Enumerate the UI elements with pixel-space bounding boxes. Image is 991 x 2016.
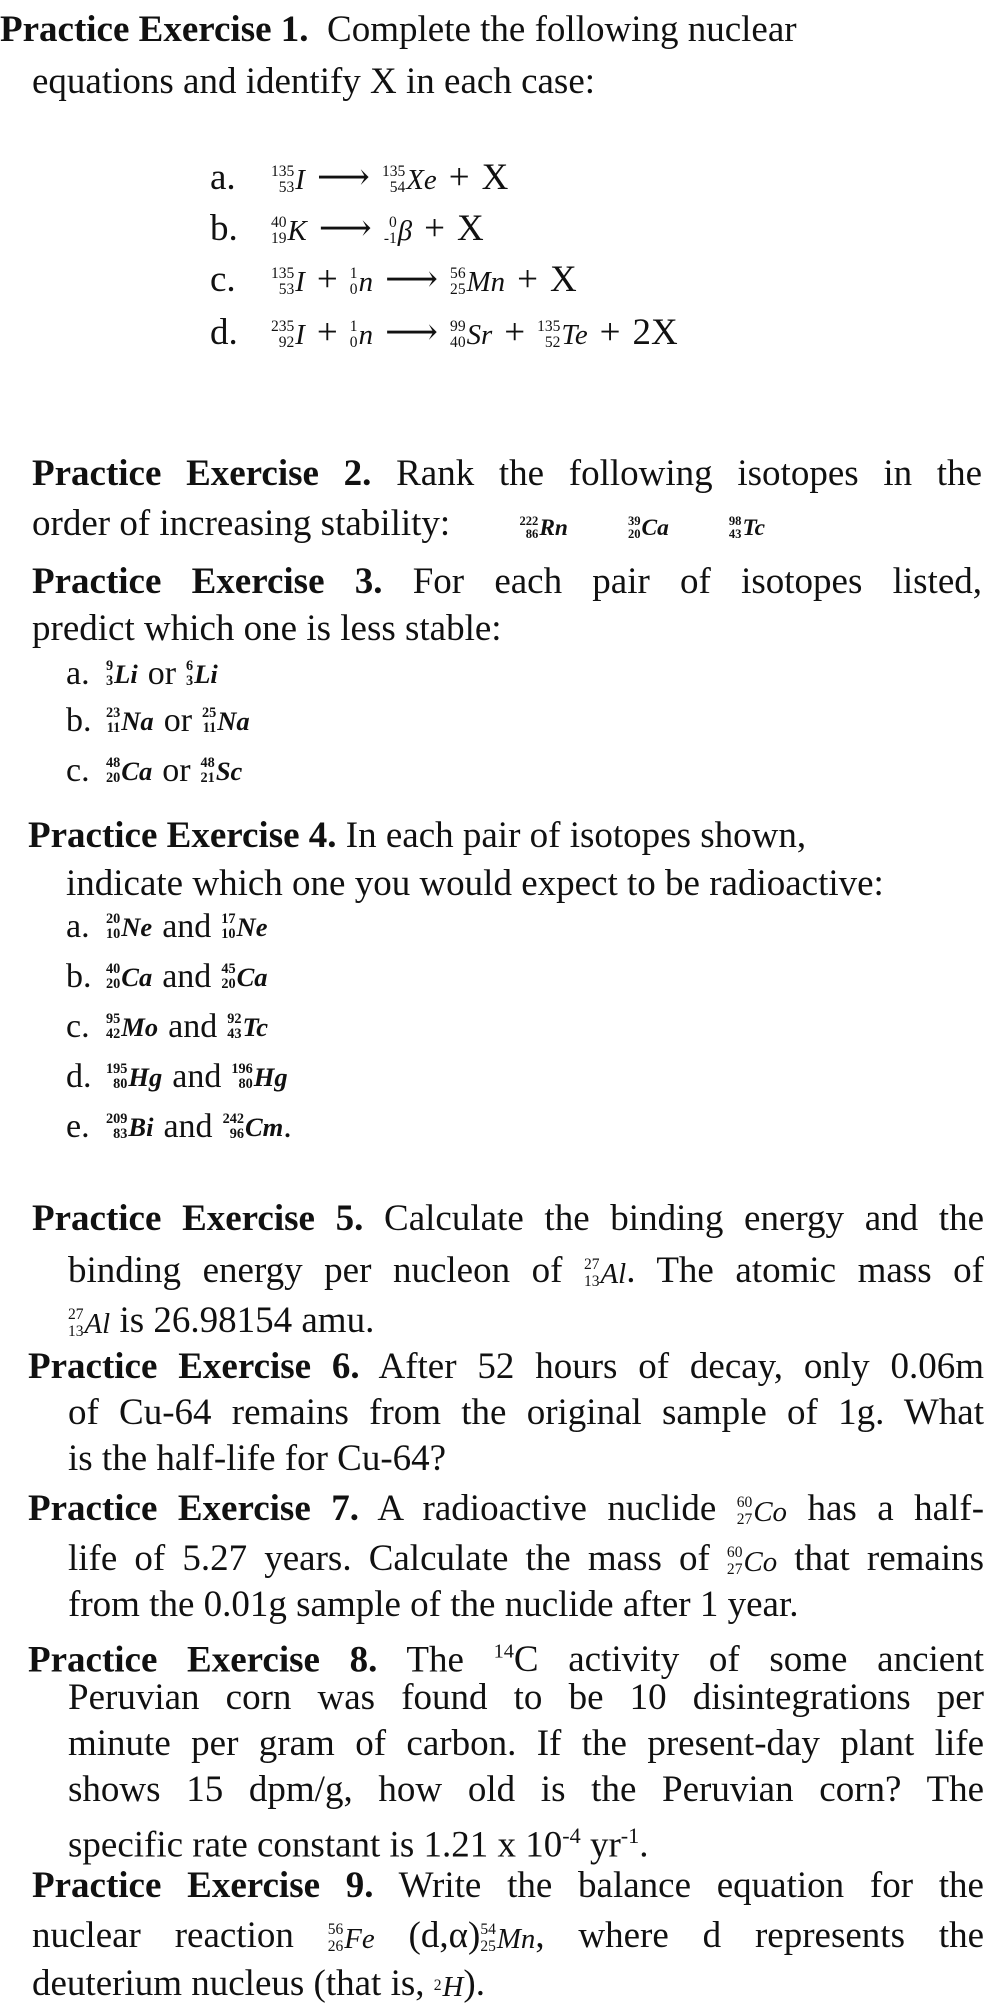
unknown-x: X bbox=[549, 258, 577, 300]
exercise-2-title: Practice Exercise 2. bbox=[32, 453, 372, 494]
exercise-5-line-3 bbox=[68, 1297, 374, 1348]
exercise-9-line-1 bbox=[32, 1862, 984, 1910]
plus-sign: + bbox=[424, 207, 446, 249]
exercise-5-text-3: is 26.98154 amu. bbox=[119, 1300, 375, 1341]
exercise-8-text-4: shows 15 dpm/g, how old is the Peruvian corn? The bbox=[68, 1769, 984, 1810]
exercise-9-text-1: Write the balance equation for the bbox=[398, 1865, 984, 1906]
isotope-pair-row bbox=[66, 1108, 292, 1146]
isotope: 196 80 Hg bbox=[231, 1061, 288, 1092]
exercise-4-line-1 bbox=[28, 812, 978, 860]
pair-conjunction: or bbox=[147, 655, 177, 692]
isotope: 235 92 I bbox=[271, 317, 305, 352]
isotope: 6 3 Li bbox=[186, 658, 218, 689]
pair-label: c. bbox=[66, 752, 90, 789]
reaction-notation: (d,α) bbox=[408, 1915, 481, 1956]
exercise-7-title: Practice Exercise 7. bbox=[28, 1488, 359, 1529]
exercise-1-title: Practice Exercise 1. bbox=[0, 9, 309, 50]
isotope: 209 83 Bi bbox=[106, 1111, 154, 1142]
exercise-2-line-1 bbox=[32, 450, 982, 498]
exercise-5-text-2a: binding energy per nucleon of bbox=[68, 1250, 563, 1291]
isotope-pair-row bbox=[66, 702, 250, 740]
exercise-5-line-1 bbox=[32, 1195, 984, 1243]
pair-label: d. bbox=[66, 1058, 92, 1095]
pair-label: e. bbox=[66, 1108, 90, 1145]
plus-sign: + bbox=[504, 311, 526, 353]
exercise-1-heading bbox=[0, 6, 985, 54]
exercise-3-line-1 bbox=[32, 558, 982, 606]
exercise-9-line-2: nuclear reaction 56 26 Fe (d,α) 54 25 Mn , where d represents the bbox=[32, 1912, 984, 1963]
isotope-pair-row bbox=[66, 655, 218, 693]
unknown-x: X bbox=[481, 156, 509, 198]
pair-label: a. bbox=[66, 655, 90, 692]
isotope: 48 20 Ca bbox=[106, 755, 153, 786]
isotope: 135 53 I bbox=[271, 162, 305, 197]
final-period: . bbox=[283, 1108, 292, 1145]
pair-conjunction: and bbox=[162, 958, 212, 995]
plus-sign: + bbox=[316, 258, 338, 300]
isotope: 1 0 n bbox=[349, 264, 373, 299]
pair-conjunction: and bbox=[168, 1008, 218, 1045]
plus-sign: + bbox=[599, 311, 621, 353]
arrow: ⟶ bbox=[316, 157, 370, 198]
exercise-2-isotope-list bbox=[459, 503, 765, 544]
exercise-4-text-1: In each pair of isotopes shown, bbox=[345, 815, 807, 856]
exercise-8-text-2: Peruvian corn was found to be 10 disintegrations per bbox=[68, 1677, 984, 1718]
isotope: 40 20 Ca bbox=[106, 961, 153, 992]
isotope-pair-row bbox=[66, 908, 267, 946]
exercise-1-text-1: Complete the following nuclear bbox=[327, 9, 797, 50]
isotope: 39 20 Ca bbox=[627, 513, 669, 542]
exercise-7-line-1 bbox=[28, 1485, 984, 1536]
isotope-al-27-repeat: 27 13 Al bbox=[68, 1306, 111, 1340]
exercise-7-text-2a: life of 5.27 years. Calculate the mass of bbox=[68, 1538, 710, 1579]
arrow: ⟶ bbox=[385, 312, 439, 353]
exercise-6-text-3: is the half-life for Cu-64? bbox=[68, 1438, 447, 1479]
isotope: 9 3 Li bbox=[106, 658, 138, 689]
isotope: 98 43 Tc bbox=[728, 513, 765, 542]
exercise-8-title: Practice Exercise 8. bbox=[28, 1639, 378, 1681]
exercise-7-line-2 bbox=[68, 1535, 984, 1586]
exercise-2-text-1: Rank the following isotopes in the bbox=[396, 453, 983, 494]
isotope-pair-row bbox=[66, 1008, 268, 1046]
exercise-1-text-2: equations and identify X in each case: bbox=[32, 61, 596, 102]
isotope-pair-row bbox=[66, 1058, 288, 1096]
isotope: 25 11 Na bbox=[202, 705, 250, 736]
pair-label: c. bbox=[66, 1008, 90, 1045]
arrow: ⟶ bbox=[385, 259, 439, 300]
isotope-fe-56: 56 26 Fe bbox=[327, 1921, 375, 1955]
isotope: 23 11 Na bbox=[106, 705, 154, 736]
exercise-5-title: Practice Exercise 5. bbox=[32, 1198, 364, 1239]
isotope-mn-54: 54 25 Mn bbox=[480, 1921, 536, 1955]
equation-row bbox=[210, 206, 490, 250]
isotope-al-27: 27 13 Al bbox=[584, 1256, 627, 1290]
isotope: 0 -1 β bbox=[383, 213, 413, 248]
plus-sign: + bbox=[517, 258, 538, 300]
isotope-co-60-repeat: 60 27 Co bbox=[726, 1544, 778, 1578]
pair-conjunction: or bbox=[163, 702, 193, 739]
exercise-8-line-5: specific rate constant is 1.21 x $10^{-4}$ $yr^{-1}$. bbox=[68, 1823, 649, 1866]
exercise-4-text-2: indicate which one you would expect to be radioactive: bbox=[66, 863, 884, 904]
isotope: 92 43 Tc bbox=[227, 1011, 269, 1042]
isotope: 48 21 Sc bbox=[200, 755, 243, 786]
isotope: 135 54 Xe bbox=[381, 162, 437, 197]
isotope: 242 96 Cm bbox=[222, 1111, 284, 1142]
isotope-co-60: 60 27 Co bbox=[736, 1494, 787, 1528]
exercise-3-text-2: predict which one is less stable: bbox=[32, 608, 502, 649]
isotope-pair-row bbox=[66, 958, 268, 996]
exercise-6-text-2: of Cu-64 remains from the original sample of 1g. What bbox=[68, 1392, 984, 1433]
isotope: 195 80 Hg bbox=[106, 1061, 163, 1092]
exercise-2-line-2 bbox=[32, 500, 982, 552]
isotope: 56 25 Mn bbox=[450, 264, 506, 299]
arrow: ⟶ bbox=[318, 208, 372, 249]
equation-label: c. bbox=[210, 258, 236, 300]
exercise-9-line-3: deuterium nucleus (that is, 2 H ). bbox=[32, 1960, 485, 2011]
exercise-7-text-1a: A radioactive nuclide bbox=[377, 1488, 717, 1529]
exercise-6-title: Practice Exercise 6. bbox=[28, 1346, 360, 1387]
carbon-14-label: $^{14}$C activity of some ancient bbox=[493, 1639, 984, 1681]
exercise-5-text-1: Calculate the binding energy and the bbox=[384, 1198, 984, 1239]
isotope: 135 53 I bbox=[271, 264, 305, 299]
exercise-7-text-2b: that remains bbox=[794, 1538, 984, 1579]
isotope: 17 10 Ne bbox=[221, 911, 268, 942]
plus-sign: + bbox=[448, 156, 470, 198]
pair-conjunction: and bbox=[162, 908, 212, 945]
isotope: 45 20 Ca bbox=[221, 961, 268, 992]
exercise-3-title: Practice Exercise 3. bbox=[32, 561, 383, 602]
exercise-4-title: Practice Exercise 4. bbox=[28, 815, 337, 856]
pair-conjunction: and bbox=[172, 1058, 222, 1095]
isotope: 1 0 n bbox=[349, 317, 373, 352]
isotope: 95 42 Mo bbox=[106, 1011, 159, 1042]
exercise-6-text-1: After 52 hours of decay, only 0.06m bbox=[378, 1346, 984, 1387]
exercise-7-text-3: from the 0.01g sample of the nuclide after 1 year. bbox=[68, 1584, 799, 1625]
equation-row bbox=[210, 257, 583, 301]
equation-label: b. bbox=[210, 207, 238, 249]
exercise-7-text-1b: has a half- bbox=[807, 1488, 985, 1529]
plus-sign: + bbox=[316, 311, 338, 353]
exercise-8-text-1a: The bbox=[406, 1639, 464, 1681]
equation-row bbox=[210, 155, 514, 199]
isotope: 99 40 Sr bbox=[450, 317, 493, 352]
exercise-2-text-2: order of increasing stability: bbox=[32, 503, 451, 544]
unknown-x: X bbox=[457, 207, 484, 249]
equation-row bbox=[210, 310, 684, 354]
isotope: 222 86 Rn bbox=[519, 513, 568, 542]
equation-label: a. bbox=[210, 156, 236, 198]
exercise-9-title: Practice Exercise 9. bbox=[32, 1865, 374, 1906]
exercise-5-line-2 bbox=[68, 1247, 984, 1298]
equation-label: d. bbox=[210, 311, 238, 353]
isotope: 135 52 Te bbox=[537, 317, 588, 352]
exercise-3-text-1: For each pair of isotopes listed, bbox=[412, 561, 983, 602]
pair-label: a. bbox=[66, 908, 90, 945]
exercise-5-text-2b: . The atomic mass of bbox=[626, 1250, 985, 1291]
isotope-h-2: 2 H bbox=[433, 1970, 464, 2003]
exercise-6-line-1 bbox=[28, 1343, 984, 1391]
isotope: 20 10 Ne bbox=[106, 911, 153, 942]
isotope-pair-row bbox=[66, 752, 242, 790]
exercise-8-text-3: minute per gram of carbon. If the present-day plant life bbox=[68, 1723, 984, 1764]
pair-conjunction: or bbox=[162, 752, 191, 789]
pair-label: b. bbox=[66, 702, 92, 739]
unknown-x: 2X bbox=[632, 311, 678, 353]
pair-conjunction: and bbox=[163, 1108, 213, 1145]
isotope: 40 19 K bbox=[271, 213, 307, 248]
pair-label: b. bbox=[66, 958, 92, 995]
